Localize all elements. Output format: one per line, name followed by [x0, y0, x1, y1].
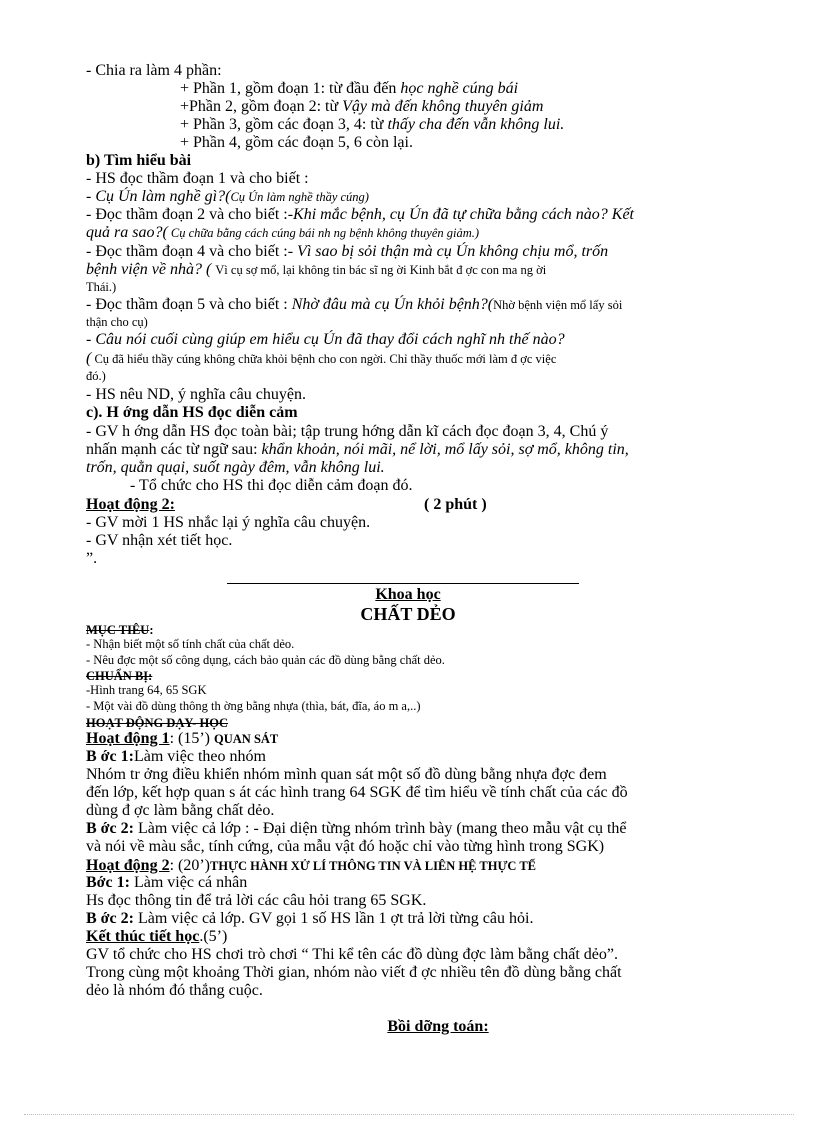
text-line: + Phần 4, gồm các đoạn 5, 6 còn lại. — [180, 134, 413, 151]
text-span: - Đọc thầm đoạn 4 và cho biết :- — [86, 243, 298, 260]
text-span: Nhờ bệnh viện mổ lấy sỏi — [493, 298, 623, 312]
text-line: -Hình trang 64, 65 SGK — [86, 683, 207, 697]
text-span: + Phần 3, gồm các đoạn 3, 4: từ — [180, 116, 388, 133]
text-span: thấy cha đến vẫn không lui. — [387, 116, 565, 133]
text-line — [86, 350, 556, 367]
text-line: dùng đ ợc làm bằng chất dẻo. — [86, 802, 275, 819]
text-span: : (15’) — [169, 730, 215, 747]
text-span: quả ra sao?( — [86, 224, 168, 241]
text-line — [86, 296, 622, 313]
text-line: - Nhận biết một số tính chất của chất dẻo. — [86, 637, 295, 651]
text-span: + Phần 1, gồm đoạn 1: từ đầu đến — [180, 80, 401, 97]
text-span: Cụ Ún làm nghề thầy cúng) — [230, 190, 369, 204]
text-span: Hoạt động 2 — [86, 857, 170, 874]
activity-heading — [86, 857, 536, 874]
text-span: : (20’) — [169, 857, 211, 874]
text-span: Làm việc cá nhân — [133, 874, 248, 891]
divider — [227, 583, 579, 584]
footer-heading: Bồi dỡng toán: — [387, 1018, 489, 1035]
text-line — [180, 116, 564, 133]
text-span: ( — [86, 350, 92, 367]
text-line: Thái.) — [86, 280, 117, 294]
text-span: B ớc 2: — [86, 910, 138, 927]
text-span: bệnh viện về nhà? ( — [86, 261, 216, 278]
text-line: - GV mời 1 HS nhắc lại ý nghĩa câu chuyện. — [86, 514, 371, 531]
activity-time: ( 2 phút ) — [424, 496, 487, 513]
text-span: Hoạt động 1 — [86, 730, 170, 747]
text-line: - Tổ chức cho HS thi đọc diễn cảm đoạn đó. — [130, 477, 413, 494]
text-line — [86, 748, 266, 765]
text-span: học nghề cúng bái — [400, 80, 519, 97]
text-span: Làm việc cả lớp. GV gọi 1 số HS lần 1 ợt trả lời từng câu hỏi. — [137, 910, 534, 927]
text-line — [180, 98, 543, 115]
text-line: - Một vài đồ dùng thông th ờng bằng nhựa (thìa, bát, đĩa, áo m a,..) — [86, 699, 421, 713]
text-line: ”. — [86, 550, 98, 567]
text-line — [86, 243, 608, 260]
section-heading: HOẠT ĐỘNG DẠY- HỌC — [86, 716, 229, 730]
section-heading: b) Tìm hiểu bài — [86, 152, 192, 169]
subject-heading: Khoa học — [375, 586, 441, 603]
text-line: đến lớp, kết hợp quan s át các hình trang 64 SGK để tìm hiểu về tính chất của các đồ — [86, 784, 628, 801]
text-span: : — [149, 623, 154, 637]
page-edge — [24, 1114, 794, 1115]
text-line — [86, 261, 546, 278]
text-line: - HS đọc thầm đoạn 1 và cho biết : — [86, 170, 309, 187]
text-span: B ớc 1: — [86, 748, 134, 765]
text-span: QUAN SÁT — [214, 732, 279, 746]
section-heading — [86, 623, 154, 637]
text-span: nhấn mạnh các từ ngữ sau: — [86, 441, 262, 458]
lesson-title: CHẤT DẺO — [360, 604, 456, 624]
text-line — [86, 874, 247, 891]
text-line: - GV h ớng dẫn HS đọc toàn bài; tập trung hớng dẫn kĩ cách đọc đoạn 3, 4, Chú ý — [86, 423, 609, 440]
text-line: Hs đọc thông tin để trả lời các câu hỏi trang 65 SGK. — [86, 892, 427, 909]
text-span: Bớc 1: — [86, 874, 134, 891]
text-line: - Câu nói cuối cùng giúp em hiểu cụ Ún đã thay đổi cách nghĩ nh thế nào? — [86, 331, 565, 348]
text-line: - Nêu đợc một số công dụng, cách bảo quản các đồ dùng bằng chất dẻo. — [86, 653, 445, 667]
text-line — [86, 910, 533, 927]
text-line — [86, 441, 629, 458]
text-line: thận cho cụ) — [86, 315, 148, 329]
text-line: trốn, quằn quại, suốt ngày đêm, vẫn không lui. — [86, 459, 385, 476]
section-heading: CHUẨN BỊ: — [86, 669, 153, 683]
text-line: Trong cùng một khoảng Thời gian, nhóm nào viết đ ợc nhiều tên đồ dùng bằng chất — [86, 964, 622, 981]
text-span: THỰC HÀNH XỬ LÍ THÔNG TIN VÀ LIÊN HỆ THỰC TẾ — [210, 859, 537, 873]
text-span: khẩn khoản, nói mãi, nể lời, mổ lấy sỏi, sợ mổ, không tin, — [261, 441, 629, 458]
section-heading: c). H ớng dẫn HS đọc diễn cảm — [86, 404, 298, 421]
text-line: GV tổ chức cho HS chơi trò chơi “ Thi kể tên các đồ dùng đợc làm bằng chất dẻo”. — [86, 946, 618, 963]
text-span: MỤC TIÊU — [86, 623, 150, 637]
text-line — [86, 188, 369, 205]
text-line: Nhóm tr ởng điều khiển nhóm mình quan sát một số đồ dùng bằng nhựa đợc đem — [86, 766, 607, 783]
text-line: đó.) — [86, 369, 106, 383]
text-line: dẻo là nhóm đó thắng cuộc. — [86, 982, 263, 999]
text-span: Nhờ đâu mà cụ Ún khỏi bệnh?( — [291, 296, 494, 313]
text-span: Kết thúc tiết học — [86, 928, 200, 945]
text-span: Vì cụ sợ mổ, lại không tin bác sĩ ng ời Kinh bắt đ ợc con ma ng ời — [215, 263, 547, 277]
text-line: - GV nhận xét tiết học. — [86, 532, 233, 549]
activity-heading — [86, 928, 227, 945]
text-span: Vì sao bị sỏi thận mà cụ Ún không chịu mổ, trốn — [297, 243, 609, 260]
text-line: - HS nêu ND, ý nghĩa câu chuyện. — [86, 386, 306, 403]
text-line: và nói về màu sắc, tính cứng, của mẫu vật đó hoặc chỉ vào từng hình trong SGK) — [86, 838, 605, 855]
text-span: B ớc 2: — [86, 820, 138, 837]
text-line — [86, 820, 627, 837]
text-line: - Chia ra làm 4 phần: — [86, 62, 222, 79]
text-span: - Đọc thầm đoạn 5 và cho biết : — [86, 296, 292, 313]
text-span: - Đọc thầm đoạn 2 và cho biết :- — [86, 206, 294, 223]
text-line — [86, 224, 479, 241]
activity-heading — [86, 730, 278, 747]
text-line — [180, 80, 518, 97]
text-span: Làm việc theo nhóm — [133, 748, 266, 765]
text-span: Làm việc cả lớp : - Đại diện từng nhóm trình bày (mang theo mẫu vật cụ thể — [137, 820, 627, 837]
text-span: Khi mắc bệnh, cụ Ún đã tự chữa bằng cách nào? Kết — [293, 206, 634, 223]
text-span: Cụ đã hiểu thầy cúng không chữa khỏi bệnh cho con ngời. Chỉ thầy thuốc mới làm đ ợc việc — [91, 352, 557, 366]
text-line — [86, 206, 634, 223]
text-span: - Cụ Ún làm nghề gì?( — [86, 188, 231, 205]
activity-heading: Hoạt động 2: — [86, 496, 175, 513]
text-span: .(5’) — [199, 928, 228, 945]
text-span: +Phần 2, gồm đoạn 2: từ — [180, 98, 343, 115]
text-span: Vậy mà đến không thuyên giảm — [342, 98, 544, 115]
text-span: Cụ chữa bằng cách cúng bái nh ng bệnh không thuyên giảm.) — [167, 226, 480, 240]
